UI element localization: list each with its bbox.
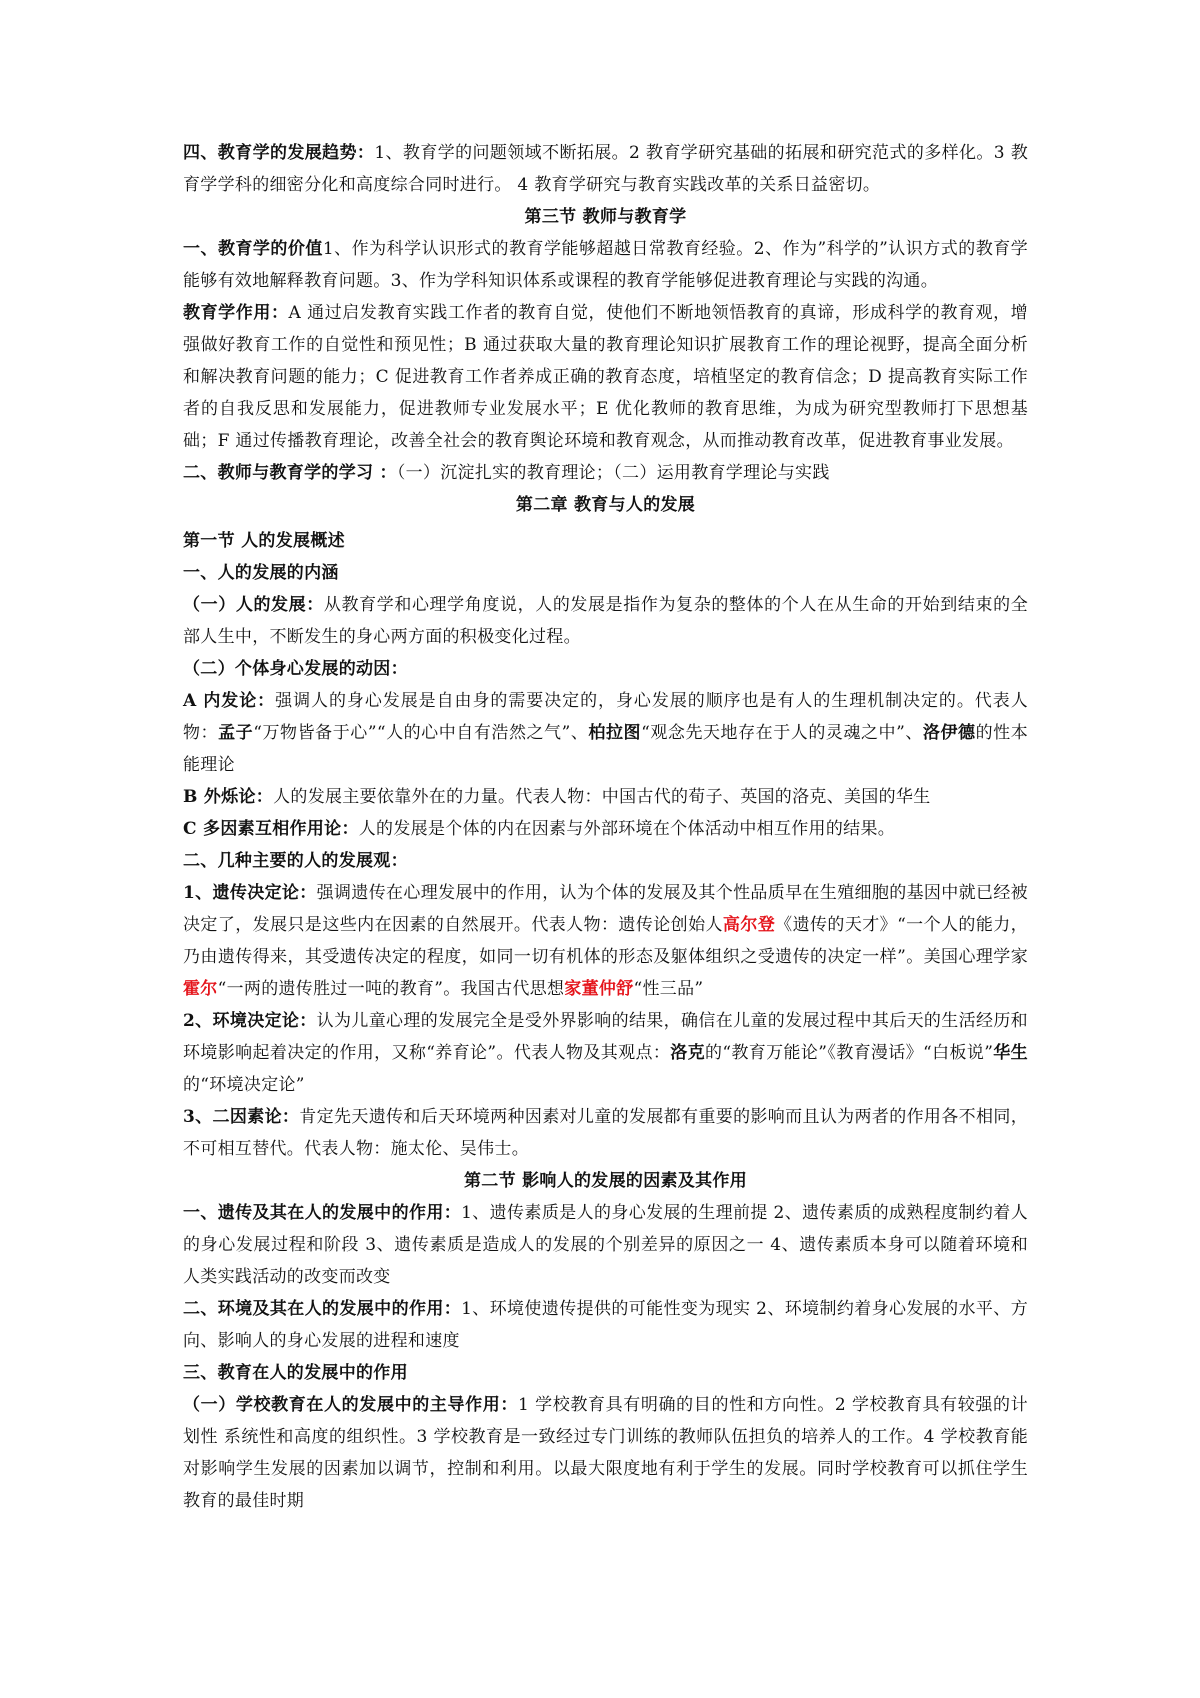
name-locke: 洛克	[670, 1043, 705, 1063]
paragraph-multi-factor	[183, 813, 1028, 845]
name-galton: 高尔登	[722, 915, 776, 935]
heading-heredity: 1、遗传决定论：	[183, 883, 317, 903]
name-dong-zhongshu: 家董仲舒	[564, 979, 634, 999]
section-heading-3: 第三节 教师与教育学	[524, 207, 687, 227]
name-watson: 华生	[993, 1043, 1028, 1063]
paragraph-human-development	[183, 589, 1028, 653]
text-environment-role: 1、环境使遗传提供的可能性变为现实 2、环境制约着身心发展的水平、方向、影响人的身心发展的进程和速度	[183, 1299, 1028, 1351]
heading-outer-theory: B 外烁论：	[183, 787, 274, 807]
text-role: A 通过启发教育实践工作者的教育自觉，使他们不断地领悟教育的真谛，形成科学的教育观，增强做好教育工作的自觉性和预见性；B 通过获取大量的教育理论知识扩展教育工作的理论视野，提高全面分析和解决教育问题的能力；C 促进教育工作者养成正确的教育态度，培植坚定的教育信念；D 提高教育实际工作者的自我反思和发展能力，促进教师专业发展水平；E 优化教师的教育思维，为成为研究型教师打下思想基础；F 通过传播教育理论，改善全社会的教育舆论环境和教育观念，从而推动教育改革，促进教育事业发展。	[183, 303, 1028, 451]
heading-environment: 2、环境决定论：	[183, 1011, 317, 1031]
heading-multi-factor: C 多因素互相作用论：	[183, 819, 359, 839]
document-page	[183, 137, 1028, 1517]
text-heredity-3: “一两的遗传胜过一吨的教育”。我国古代思想	[217, 979, 565, 999]
heading-development-trends: 四、教育学的发展趋势：	[183, 143, 375, 163]
text-human-development: 从教育学和心理学角度说，人的发展是指作为复杂的整体的个人在从生命的开始到结束的全部人生中，不断发生的身心两方面的积极变化过程。	[183, 595, 1028, 647]
text-inner-3: “观念先天地存在于人的灵魂之中”、	[641, 723, 923, 743]
section-heading-2: 第二节 影响人的发展的因素及其作用	[463, 1171, 748, 1191]
heading-study: 二、教师与教育学的学习 ：	[183, 463, 397, 483]
name-freud: 洛伊德	[922, 723, 976, 743]
text-environment-2: 的“教育万能论”《教育漫话》“白板说”	[704, 1043, 994, 1063]
text-heredity-role: 1、遗传素质是人的身心发展的生理前提 2、遗传素质的成熟程度制约着人的身心发展过程和阶段 3、遗传素质是造成人的发展的个别差异的原因之一 4、遗传素质本身可以随着环境和人类实践活动的改变而改变	[183, 1203, 1028, 1287]
paragraph-value	[183, 233, 1028, 297]
text-inner-2: “万物皆备于心”“人的心中自有浩然之气”、	[253, 723, 589, 743]
heading-drivers: （二）个体身心发展的动因：	[183, 659, 408, 679]
heading-value: 一、教育学的价值	[183, 239, 323, 259]
heading-human-development: （一）人的发展：	[183, 595, 324, 615]
paragraph-development-trends	[183, 137, 1028, 201]
heading-heredity-role: 一、遗传及其在人的发展中的作用：	[183, 1203, 462, 1223]
text-study: （一）沉淀扎实的教育理论；（二）运用教育学理论与实践	[396, 463, 830, 483]
heading-school-leading-role: （一）学校教育在人的发展中的主导作用：	[183, 1395, 518, 1415]
text-inner-4: 的性本能理论	[183, 723, 1029, 775]
heading-environment-role: 二、环境及其在人的发展中的作用：	[183, 1299, 462, 1319]
heading-education-role: 三、教育在人的发展中的作用	[183, 1363, 408, 1383]
text-inner-1: 强调人的身心发展是自由身的需要决定的，身心发展的顺序也是有人的生理机制决定的。代表人物：	[183, 691, 1028, 743]
heading-views: 二、几种主要的人的发展观：	[183, 851, 408, 871]
text-heredity-4: “性三品”	[633, 979, 704, 999]
name-plato: 柏拉图	[588, 723, 642, 743]
text-environment-1: 认为儿童心理的发展完全是受外界影响的结果，确信在儿童的发展过程中其后天的生活经历和环境影响起着决定的作用，又称“养育论”。代表人物及其观点：	[183, 1011, 1028, 1063]
chapter-heading-2: 第二章 教育与人的发展	[515, 495, 696, 515]
heading-two-factor: 3、二因素论：	[183, 1107, 300, 1127]
paragraph-environment-role	[183, 1293, 1028, 1357]
heading-meaning: 一、人的发展的内涵	[183, 563, 339, 583]
text-heredity-1: 强调遗传在心理发展中的作用，认为个体的发展及其个性品质早在生殖细胞的基因中就已经被决定了，发展只是这些内在因素的自然展开。代表人物：遗传论创始人	[183, 883, 1028, 935]
paragraph-heredity-role	[183, 1197, 1028, 1293]
paragraph-study	[183, 457, 1028, 489]
paragraph-two-factor	[183, 1101, 1028, 1165]
text-value: 1、作为科学认识形式的教育学能够超越日常教育经验。2、作为”科学的”认识方式的教育学能够有效地解释教育问题。3、作为学科知识体系或课程的教育学能够促进教育理论与实践的沟通。	[183, 239, 1028, 291]
text-two-factor: 肯定先天遗传和后天环境两种因素对儿童的发展都有重要的影响而且认为两者的作用各不相同，不可相互替代。代表人物：施太伦、吴伟士。	[183, 1107, 1028, 1159]
text-outer-theory: 人的发展主要依靠外在的力量。代表人物：中国古代的荀子、英国的洛克、美国的华生	[273, 787, 931, 807]
paragraph-heredity	[183, 877, 1028, 1005]
name-mencius: 孟子	[218, 723, 254, 743]
text-environment-3: 的“环境决定论”	[183, 1075, 305, 1095]
paragraph-school-leading-role	[183, 1389, 1028, 1517]
paragraph-role	[183, 297, 1028, 457]
paragraph-outer-theory	[183, 781, 1028, 813]
section-title-1: 第一节 人的发展概述	[183, 531, 345, 551]
text-multi-factor: 人的发展是个体的内在因素与外部环境在个体活动中相互作用的结果。	[358, 819, 896, 839]
text-heredity-2: 《遗传的天才》“一个人的能力，乃由遗传得来，其受遗传决定的程度，如同一切有机体的形态及躯体组织之受遗传的决定一样”。美国心理学家	[183, 915, 1028, 967]
text-school-leading-role: 1 学校教育具有明确的目的性和方向性。2 学校教育具有较强的计划性 系统性和高度的组织性。3 学校教育是一致经过专门训练的教师队伍担负的培养人的工作。4 学校教育能对影响学生发展的因素加以调节，控制和利用。以最大限度地有利于学生的发展。同时学校教育可以抓住学生教育的最佳时期	[183, 1395, 1028, 1511]
paragraph-environment	[183, 1005, 1028, 1101]
paragraph-inner-theory	[183, 685, 1028, 781]
heading-inner-theory: A 内发论：	[183, 691, 276, 711]
heading-role: 教育学作用：	[183, 303, 289, 323]
text-development-trends: 1、教育学的问题领域不断拓展。2 教育学研究基础的拓展和研究范式的多样化。3 教育学学科的细密分化和高度综合同时进行。 4 教育学研究与教育实践改革的关系日益密切。	[183, 143, 1028, 195]
name-hall: 霍尔	[183, 979, 218, 999]
